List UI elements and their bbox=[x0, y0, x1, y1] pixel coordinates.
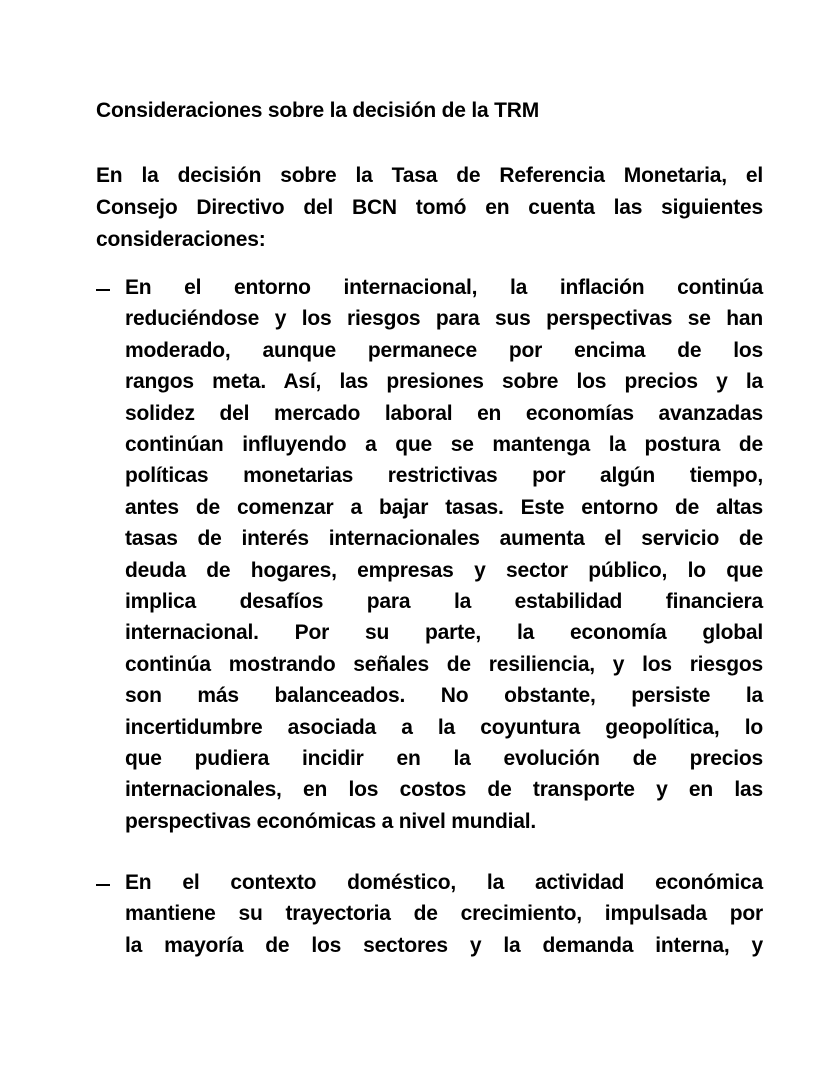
bullet-line: la mayoría de los sectores y la demanda interna, y bbox=[125, 934, 763, 957]
bullet-line: incertidumbre asociada a la coyuntura geopolítica, lo bbox=[125, 716, 763, 739]
bullet-line: En el entorno internacional, la inflación continúa bbox=[125, 276, 763, 299]
bullet-line: solidez del mercado laboral en economías avanzadas bbox=[125, 402, 763, 425]
intro-line: consideraciones: bbox=[96, 228, 266, 251]
bullet-line: continúan influyendo a que se mantenga la postura de bbox=[125, 433, 763, 456]
bullet-line: continúa mostrando señales de resiliencia, y los riesgos bbox=[125, 653, 763, 676]
bullet-line: antes de comenzar a bajar tasas. Este entorno de altas bbox=[125, 496, 763, 519]
bullet-line: internacional. Por su parte, la economía global bbox=[125, 621, 763, 644]
dash-bullet-icon bbox=[96, 884, 110, 886]
bullet-line: reduciéndose y los riesgos para sus perspectivas se han bbox=[125, 307, 763, 330]
bullet-line: políticas monetarias restrictivas por algún tiempo, bbox=[125, 464, 763, 487]
bullet-line: mantiene su trayectoria de crecimiento, impulsada por bbox=[125, 902, 763, 925]
bullet-line: En el contexto doméstico, la actividad económica bbox=[125, 871, 763, 894]
intro-line: Consejo Directivo del BCN tomó en cuenta las siguientes bbox=[96, 196, 763, 219]
bullet-line: rangos meta. Así, las presiones sobre los precios y la bbox=[125, 370, 763, 393]
bullet-line: moderado, aunque permanece por encima de los bbox=[125, 339, 763, 362]
section-heading: Consideraciones sobre la decisión de la TRM bbox=[96, 99, 540, 122]
dash-bullet-icon bbox=[96, 289, 110, 291]
bullet-line: internacionales, en los costos de transporte y en las bbox=[125, 778, 763, 801]
bullet-line: deuda de hogares, empresas y sector público, lo que bbox=[125, 559, 763, 582]
bullet-line: tasas de interés internacionales aumenta el servicio de bbox=[125, 527, 763, 550]
intro-line: En la decisión sobre la Tasa de Referencia Monetaria, el bbox=[96, 164, 763, 187]
bullet-line: implica desafíos para la estabilidad financiera bbox=[125, 590, 763, 613]
bullet-line: son más balanceados. No obstante, persiste la bbox=[125, 684, 763, 707]
bullet-line: perspectivas económicas a nivel mundial. bbox=[125, 810, 537, 833]
bullet-line: que pudiera incidir en la evolución de precios bbox=[125, 747, 763, 770]
